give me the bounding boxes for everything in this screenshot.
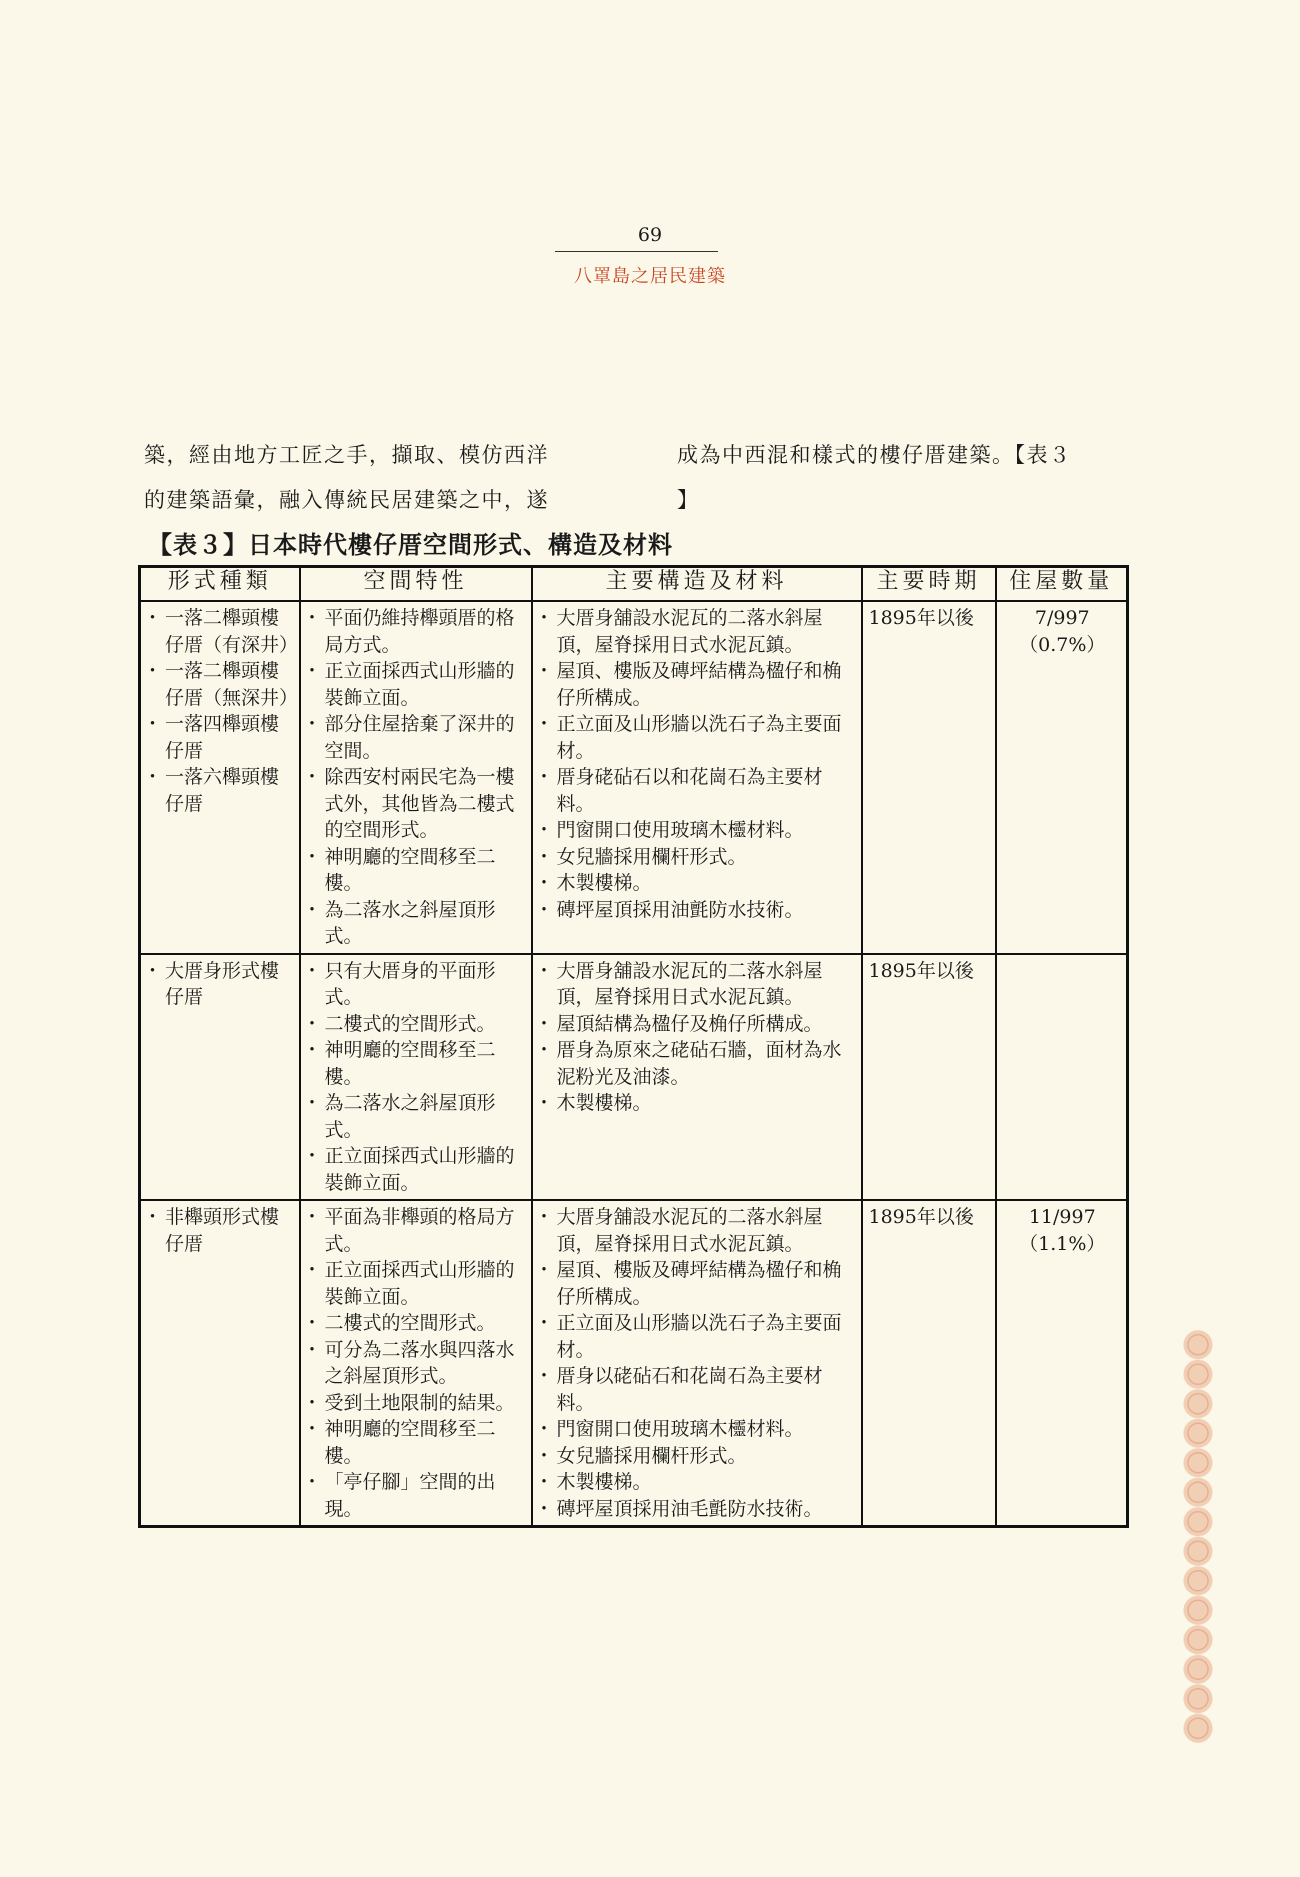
space-item: ・ 為二落水之斜屋頂形式。 xyxy=(307,1090,527,1143)
structure-item: ・ 厝身為原來之硓砧石牆，面材為水泥粉光及油漆。 xyxy=(539,1037,857,1090)
space-item: ・ 正立面採西式山形牆的裝飾立面。 xyxy=(307,1143,527,1196)
structure-item: ・ 正立面及山形牆以洗石子為主要面材。 xyxy=(539,1310,857,1363)
table-row xyxy=(140,601,1128,954)
space-item: ・ 只有大厝身的平面形式。 xyxy=(307,958,527,1011)
running-head: 八罩島之居民建築 xyxy=(574,266,726,287)
header-structure: 主要構造及材料 xyxy=(532,567,862,602)
type-item: ・ 一落四櫸頭樓仔厝 xyxy=(147,711,295,764)
cell-count xyxy=(996,954,1128,1201)
structure-item: ・ 大厝身舖設水泥瓦的二落水斜屋頂，屋脊採用日式水泥瓦鎮。 xyxy=(539,958,857,1011)
cell-space xyxy=(300,601,532,954)
structure-item: ・ 厝身以硓砧石和花崗石為主要材料。 xyxy=(539,1363,857,1416)
space-item: ・ 正立面採西式山形牆的裝飾立面。 xyxy=(307,658,527,711)
header-period: 主要時期 xyxy=(862,567,996,602)
structure-item: ・ 木製樓梯。 xyxy=(539,1469,857,1496)
type-item: ・ 一落二櫸頭樓仔厝（有深井） xyxy=(147,605,295,658)
space-item: ・ 神明廳的空間移至二樓。 xyxy=(307,1416,527,1469)
cell-structure xyxy=(532,601,862,954)
structure-item: ・ 屋頂、樓版及磚坪結構為楹仔和桷仔所構成。 xyxy=(539,658,857,711)
space-item: ・ 「亭仔腳」空間的出現。 xyxy=(307,1469,527,1522)
space-item: ・ 為二落水之斜屋頂形式。 xyxy=(307,897,527,950)
architecture-table xyxy=(138,565,1129,1528)
cell-space xyxy=(300,954,532,1201)
cell-count: 11/997 （1.1%） xyxy=(996,1200,1128,1527)
space-item: ・ 神明廳的空間移至二樓。 xyxy=(307,844,527,897)
cell-period: 1895年以後 xyxy=(862,601,996,954)
cell-space xyxy=(300,1200,532,1527)
type-item: ・ 非櫸頭形式樓仔厝 xyxy=(147,1204,295,1257)
structure-item: ・ 正立面及山形牆以洗石子為主要面材。 xyxy=(539,711,857,764)
structure-item: ・ 木製樓梯。 xyxy=(539,1090,857,1117)
cell-type xyxy=(140,1200,300,1527)
body-text-left-column: 築，經由地方工匠之手，擷取、模仿西洋 的建築語彙，融入傳統民居建築之中，遂 xyxy=(144,443,549,512)
structure-item: ・ 屋頂結構為楹仔及桷仔所構成。 xyxy=(539,1011,857,1038)
type-item: ・ 大厝身形式樓仔厝 xyxy=(147,958,295,1011)
body-text-right-column: 成為中西混和樣式的樓仔厝建築。【表３ 】 xyxy=(677,443,1072,512)
space-item: ・ 二樓式的空間形式。 xyxy=(307,1310,527,1337)
structure-item: ・ 磚坪屋頂採用油毛氈防水技術。 xyxy=(539,1496,857,1523)
structure-item: ・ 磚坪屋頂採用油氈防水技術。 xyxy=(539,897,857,924)
table-row xyxy=(140,954,1128,1201)
table-row xyxy=(140,1200,1128,1527)
cell-type xyxy=(140,954,300,1201)
cell-period: 1895年以後 xyxy=(862,954,996,1201)
structure-item: ・ 門窗開口使用玻璃木欞材料。 xyxy=(539,1416,857,1443)
space-item: ・ 部分住屋捨棄了深井的空間。 xyxy=(307,711,527,764)
table-caption: 【表３】日本時代樓仔厝空間形式、構造及材料 xyxy=(148,530,673,559)
cell-period: 1895年以後 xyxy=(862,1200,996,1527)
space-item: ・ 神明廳的空間移至二樓。 xyxy=(307,1037,527,1090)
structure-item: ・ 女兒牆採用欄杆形式。 xyxy=(539,844,857,871)
header-count: 住屋數量 xyxy=(996,567,1128,602)
cell-type xyxy=(140,601,300,954)
header-type: 形式種類 xyxy=(140,567,300,602)
cell-count: 7/997 （0.7%） xyxy=(996,601,1128,954)
structure-item: ・ 厝身硓砧石以和花崗石為主要材料。 xyxy=(539,764,857,817)
structure-item: ・ 門窗開口使用玻璃木欞材料。 xyxy=(539,817,857,844)
space-item: ・ 受到土地限制的結果。 xyxy=(307,1390,527,1417)
structure-item: ・ 女兒牆採用欄杆形式。 xyxy=(539,1443,857,1470)
space-item: ・ 二樓式的空間形式。 xyxy=(307,1011,527,1038)
space-item: ・ 平面仍維持櫸頭厝的格局方式。 xyxy=(307,605,527,658)
space-item: ・ 正立面採西式山形牆的裝飾立面。 xyxy=(307,1257,527,1310)
type-item: ・ 一落二櫸頭樓仔厝（無深井） xyxy=(147,658,295,711)
header-rule xyxy=(555,251,718,252)
page-number: 69 xyxy=(637,224,663,246)
structure-item: ・ 大厝身舖設水泥瓦的二落水斜屋頂，屋脊採用日式水泥瓦鎮。 xyxy=(539,605,857,658)
cell-structure xyxy=(532,1200,862,1527)
cell-structure xyxy=(532,954,862,1201)
structure-item: ・ 大厝身舖設水泥瓦的二落水斜屋頂，屋脊採用日式水泥瓦鎮。 xyxy=(539,1204,857,1257)
decorative-seal-column xyxy=(1180,1330,1216,1743)
table-header-row xyxy=(140,567,1128,602)
type-item: ・ 一落六櫸頭樓仔厝 xyxy=(147,764,295,817)
space-item: ・ 平面為非櫸頭的格局方式。 xyxy=(307,1204,527,1257)
space-item: ・ 除西安村兩民宅為一樓式外，其他皆為二樓式的空間形式。 xyxy=(307,764,527,844)
structure-item: ・ 木製樓梯。 xyxy=(539,870,857,897)
structure-item: ・ 屋頂、樓版及磚坪結構為楹仔和桷仔所構成。 xyxy=(539,1257,857,1310)
header-space: 空間特性 xyxy=(300,567,532,602)
space-item: ・ 可分為二落水與四落水之斜屋頂形式。 xyxy=(307,1337,527,1390)
